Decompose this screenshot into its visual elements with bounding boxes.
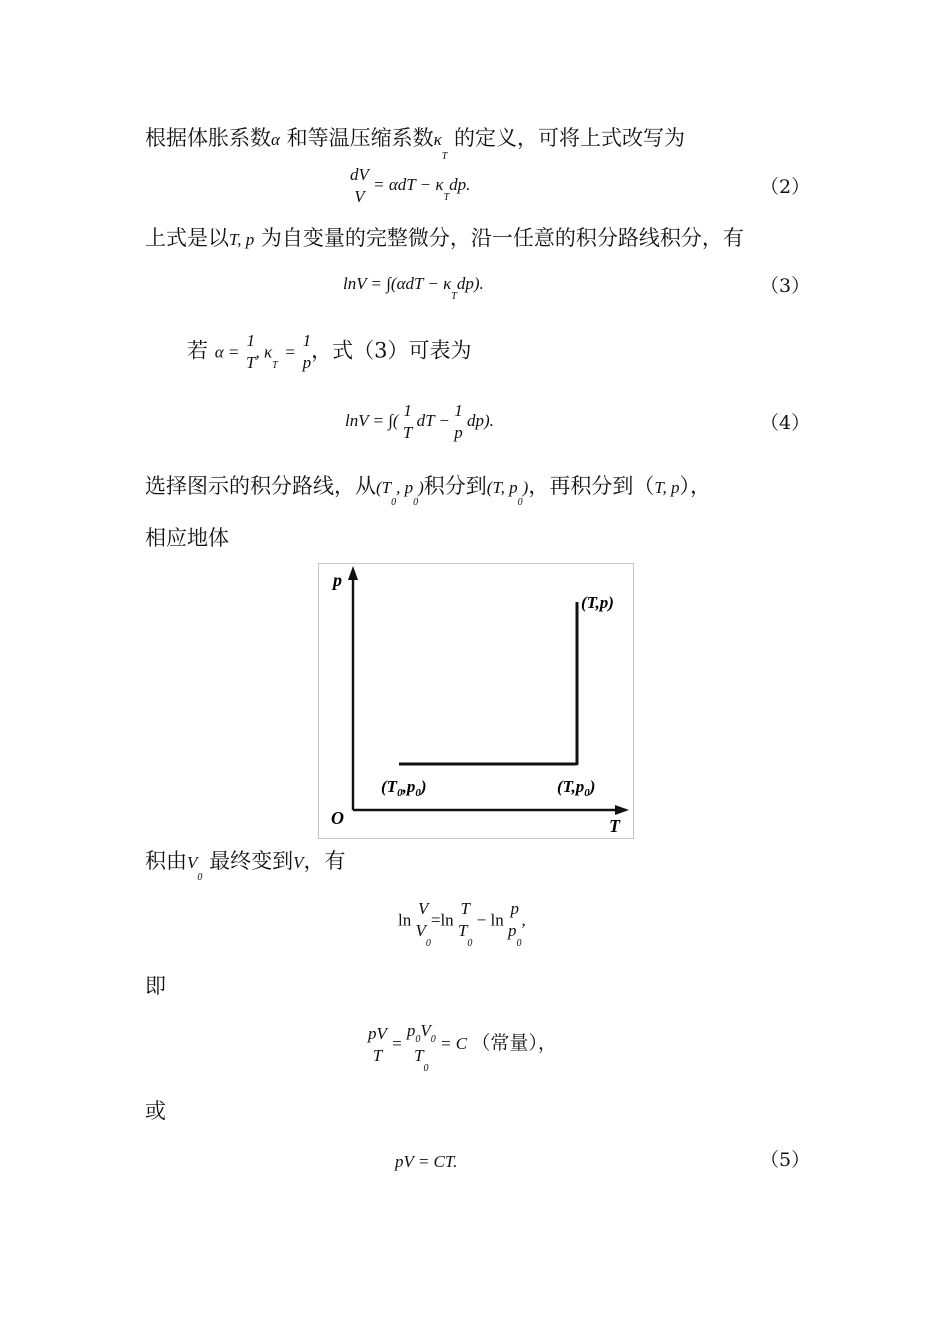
- fraction: [368, 1023, 387, 1067]
- point: ): [418, 478, 424, 497]
- numerator: V: [417, 899, 429, 918]
- point-label-top: (T,p): [581, 593, 614, 612]
- constant-note: （常量），: [471, 1031, 557, 1054]
- variables: T, p: [229, 230, 255, 249]
- equation-mid: dT −: [416, 410, 450, 430]
- paragraph-6: [145, 845, 346, 883]
- fraction: [303, 330, 312, 374]
- numerator: 1: [302, 331, 312, 350]
- fraction: [457, 898, 473, 949]
- text: ，再积分到（: [528, 474, 655, 498]
- text: ，有: [303, 849, 346, 873]
- subscript: 0: [430, 1034, 436, 1045]
- point: , p: [396, 478, 414, 497]
- equation-number: （2）: [760, 176, 811, 198]
- subscript: 0: [467, 938, 473, 949]
- subscript: T: [272, 359, 278, 371]
- equation-number: （5）: [760, 1149, 811, 1171]
- subscript: 0: [391, 497, 397, 508]
- equation-2: [350, 164, 470, 208]
- equation-3: [343, 274, 484, 302]
- subscript: T: [443, 191, 450, 203]
- x-axis-arrow: [615, 805, 629, 815]
- fraction: [507, 898, 522, 949]
- numerator: 1: [403, 401, 412, 420]
- numerator: p: [406, 1021, 416, 1040]
- equation-number: （4）: [760, 412, 811, 434]
- numerator: T: [460, 899, 470, 918]
- text: 为自变量的完整微分，沿一任意的积分路线积分，有: [254, 226, 744, 250]
- equation-4: [345, 400, 494, 444]
- integration-path-figure: [318, 563, 634, 839]
- paragraph-4: [145, 470, 712, 508]
- denominator: V: [354, 187, 365, 206]
- subscript: T: [441, 151, 448, 162]
- variable: V: [187, 853, 198, 872]
- numerator: p: [510, 899, 519, 918]
- denominator: T: [246, 353, 256, 372]
- variable: V: [293, 853, 304, 872]
- fraction: [415, 898, 431, 949]
- denominator: T: [402, 423, 413, 442]
- subscript: 0: [425, 938, 431, 949]
- kappa-symbol: κ: [433, 130, 442, 149]
- text: ，式（3）可表为: [311, 338, 472, 363]
- subscript: 0: [413, 497, 419, 508]
- numerator: 1: [454, 401, 463, 420]
- equals-ln: =ln: [430, 910, 454, 930]
- subscript: 0: [517, 497, 523, 508]
- paragraph-2: [145, 222, 744, 252]
- denominator: p: [454, 423, 463, 442]
- equation-5: pV = CT.: [395, 1152, 458, 1171]
- equation-lhs: lnV = ∫(αdT − κ: [343, 274, 452, 293]
- paragraph-8: 或: [145, 1099, 166, 1123]
- equation-number: （3）: [760, 275, 811, 297]
- equation-lhs: lnV = ∫(: [345, 410, 399, 430]
- text: 选择图示的积分路线，从: [145, 474, 376, 498]
- subscript: 0: [423, 1063, 429, 1074]
- equation-state: [368, 1020, 557, 1074]
- origin-label: O: [331, 808, 344, 828]
- y-axis-label: p: [333, 570, 342, 590]
- equation-rhs: = αdT − κ: [373, 174, 444, 194]
- x-axis-label: T: [609, 816, 620, 836]
- numerator: 1: [246, 331, 256, 350]
- text: 积分到: [423, 474, 487, 498]
- denominator: T: [414, 1046, 424, 1065]
- fraction: [454, 400, 463, 444]
- fraction: [350, 164, 369, 208]
- text: 上式是以: [145, 226, 229, 250]
- minus-ln: − ln: [476, 910, 504, 930]
- subscript: T: [451, 291, 457, 302]
- subscript: 0: [197, 872, 203, 883]
- text: 积由: [145, 849, 187, 873]
- paragraph-3: [187, 330, 471, 374]
- y-axis-arrow: [348, 566, 358, 580]
- denominator: V: [415, 921, 426, 940]
- denominator: p: [302, 353, 312, 372]
- comma: ,: [521, 910, 526, 930]
- denominator: T: [372, 1046, 383, 1065]
- ln: ln: [398, 910, 412, 930]
- point: (T, p: [486, 478, 518, 497]
- text: 若: [187, 338, 208, 363]
- alpha-equals: α =: [214, 342, 240, 362]
- equation-tail: dp.: [449, 174, 471, 194]
- point: T, p: [654, 478, 680, 497]
- kappa-symbol: , κ: [255, 342, 273, 362]
- equation-tail: dp).: [466, 410, 494, 430]
- point: (T: [376, 478, 392, 497]
- text: ），: [679, 474, 712, 498]
- alpha-symbol: α: [271, 130, 280, 149]
- equation-rhs: = C: [440, 1033, 468, 1053]
- text: 的定义，可将上式改写为: [447, 126, 686, 150]
- subscript: 0: [516, 938, 522, 949]
- text: 最终变到: [202, 849, 294, 873]
- text: 和等温压缩系数: [279, 126, 434, 150]
- denominator: T: [457, 921, 468, 940]
- numerator: dV: [350, 165, 369, 184]
- paragraph-5: 相应地体: [145, 526, 229, 550]
- equation-tail: dp).: [456, 274, 484, 293]
- equals: =: [391, 1033, 403, 1053]
- point-label-corner: $(T,p_0)$: [557, 777, 596, 799]
- fraction: [403, 400, 412, 444]
- fraction: [246, 330, 255, 374]
- paragraph-1: [145, 122, 686, 162]
- point: ): [522, 478, 529, 497]
- text: 根据体胀系数: [145, 126, 271, 150]
- numerator: V: [420, 1021, 431, 1040]
- subscript: 0: [415, 1034, 421, 1045]
- point-label-start: $(T_0,p_0)$: [381, 777, 427, 799]
- equation-log: [398, 898, 526, 949]
- fraction: [406, 1020, 436, 1074]
- figure-svg: [319, 564, 633, 838]
- numerator: pV: [368, 1024, 387, 1043]
- equals: =: [284, 342, 296, 362]
- paragraph-7: 即: [145, 974, 166, 998]
- denominator: p: [507, 921, 517, 940]
